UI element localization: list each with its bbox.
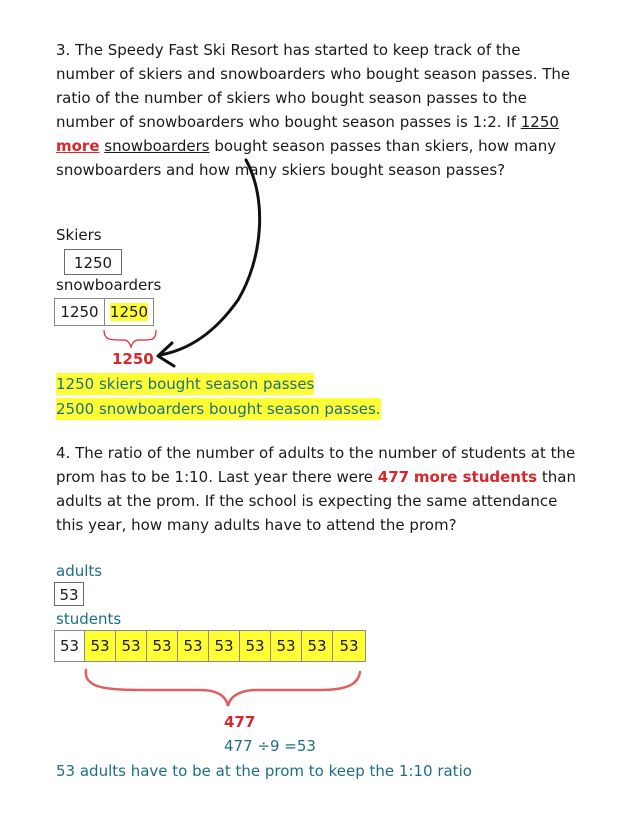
q4-calculation: 477 ÷9 =53 bbox=[224, 737, 316, 755]
q4-number: 477 bbox=[377, 468, 410, 486]
q4-text-a: 4. The ratio of the number of adults to the number of students at the prom has to be 1:10. Last year there were bbox=[56, 444, 576, 486]
snowboarders-bar bbox=[54, 298, 154, 326]
q4-more-students: more students bbox=[413, 468, 538, 486]
curved-arrow bbox=[160, 160, 260, 355]
students-cell-2: 53 bbox=[85, 631, 116, 661]
students-cell-4: 53 bbox=[147, 631, 178, 661]
students-cell-10: 53 bbox=[333, 631, 365, 661]
q3-answer-1: 1250 skiers bought season passes bbox=[56, 375, 315, 393]
q4-brace-label: 477 bbox=[224, 713, 256, 731]
q3-text-a: 3. The Speedy Fast Ski Resort has started to keep track of the number of skiers and snowboarders who bought season passes. The ratio of the number of skiers who bought season passes to the number of snowboarders who bought season passes is 1:2. If bbox=[56, 41, 571, 131]
students-cell-9: 53 bbox=[302, 631, 333, 661]
adults-box: 53 bbox=[54, 582, 84, 606]
skiers-box: 1250 bbox=[64, 249, 122, 275]
question-3-text bbox=[56, 38, 576, 182]
students-bar bbox=[54, 630, 366, 662]
students-cell-6: 53 bbox=[209, 631, 240, 661]
adults-label: adults bbox=[56, 562, 103, 580]
q4-answer: 53 adults have to be at the prom to keep the 1:10 ratio bbox=[56, 762, 472, 780]
snowboarders-box-1: 1250 bbox=[55, 299, 105, 325]
snowboarders-box-2 bbox=[105, 299, 153, 325]
students-cell-7: 53 bbox=[240, 631, 271, 661]
q3-more: more bbox=[56, 137, 100, 155]
q3-brace-label: 1250 bbox=[112, 350, 154, 368]
q3-number: 1250 bbox=[520, 113, 559, 131]
students-label: students bbox=[56, 610, 122, 628]
q3-brace bbox=[104, 330, 156, 347]
snowboarders-label: snowboarders bbox=[56, 276, 162, 294]
students-cell-1: 53 bbox=[55, 631, 85, 661]
question-4-text bbox=[56, 441, 576, 537]
skiers-label: Skiers bbox=[56, 226, 102, 244]
q3-text-b: bought season passes than skiers, how many snowboarders and how many skiers bought season passes? bbox=[56, 137, 557, 179]
q3-snowboarders: snowboarders bbox=[104, 137, 210, 155]
q4-brace bbox=[86, 670, 360, 706]
q4-text-b: than adults at the prom. If the school is expecting the same attendance this year, how many adults have to attend the prom? bbox=[56, 468, 576, 534]
snowboarders-box-2-value: 1250 bbox=[109, 303, 149, 321]
students-cell-3: 53 bbox=[116, 631, 147, 661]
arrow-head-icon bbox=[158, 343, 174, 366]
q3-answer-2: 2500 snowboarders bought season passes. bbox=[56, 400, 381, 418]
students-cell-5: 53 bbox=[178, 631, 209, 661]
students-cell-8: 53 bbox=[271, 631, 302, 661]
